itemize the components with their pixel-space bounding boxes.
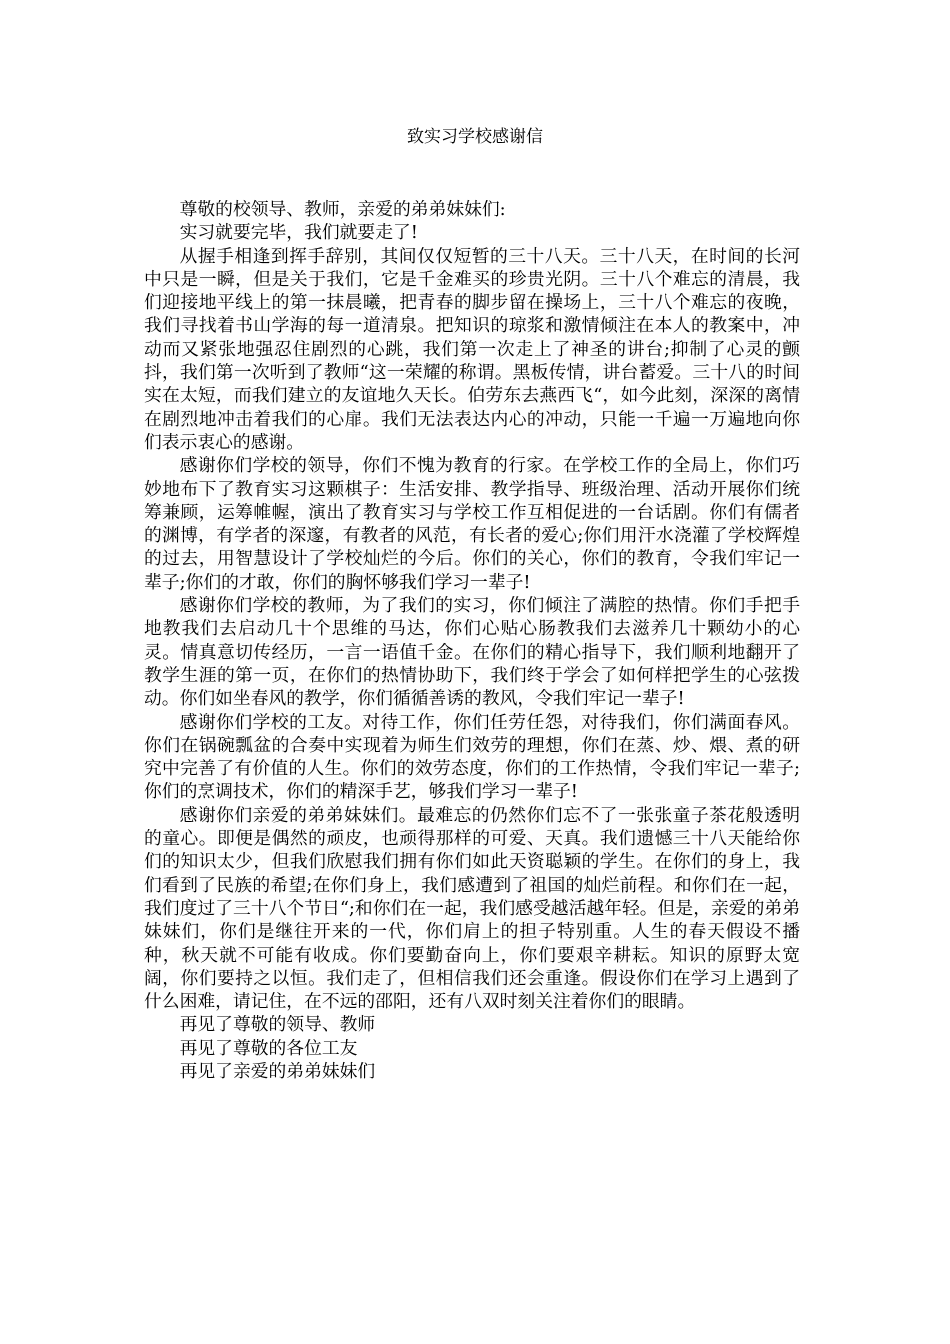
closing-line-students: 再见了亲爱的弟弟妹妹们 <box>179 1060 376 1082</box>
paragraph-thanks-leaders: 感谢你们学校的领导，你们不愧为教育的行家。在学校工作的全局上，你们巧妙地布下了教育实习这颗棋子：生活安排、教学指导、班级治理、活动开展你们统筹兼顾，运筹帷幄，演出了教育实习与学校工作互相促进的一台话剧。你们有儒者的渊博，有学者的深邃，有教者的风范，有长者的爱心;你们用汗水浇灌了学校辉煌的过去，用智慧设计了学校灿烂的今后。你们的关心，你们的教育，令我们牢记一辈子;你们的才敢，你们的胸怀够我们学习一辈子! <box>144 455 800 593</box>
closing-line-workers: 再见了尊敬的各位工友 <box>179 1037 358 1059</box>
paragraph-thanks-students: 感谢你们亲爱的弟弟妹妹们。最难忘的仍然你们忘不了一张张童子茶花般透明的童心。即便是偶然的顽皮，也顽得那样的可爱、天真。我们遗憾三十八天能给你们的知识太少，但我们欣慰我们拥有你们如此天资聪颖的学生。在你们的身上，我们看到了民族的希望;在你们身上，我们感遭到了祖国的灿烂前程。和你们在一起，我们度过了三十八个节日“;和你们在一起，我们感受越活越年轻。但是，亲爱的弟弟妹妹们，你们是继往开来的一代，你们肩上的担子特别重。人生的春天假设不播种，秋天就不可能有收成。你们要勤奋向上，你们要艰辛耕耘。知识的原野太宽阔，你们要持之以恒。我们走了，但相信我们还会重逢。假设你们在学习上遇到了什么困难，请记住，在不远的邵阳，还有八双时刻关注着你们的眼睛。 <box>144 804 800 1013</box>
closing-line-leaders: 再见了尊敬的领导、教师 <box>179 1014 376 1036</box>
paragraph-thanks-workers: 感谢你们学校的工友。对待工作，你们任劳任怨，对待我们，你们满面春风。你们在锅碗瓢盆的合奏中实现着为师生们效劳的理想，你们在蒸、炒、煨、煮的研究中完善了有价值的人生。你们的效劳态度，你们的工作热情，令我们牢记一辈子;你们的烹调技术，你们的精深手艺，够我们学习一辈子! <box>144 711 800 803</box>
salutation: 尊敬的校领导、教师，亲爱的弟弟妹妹们: <box>179 199 506 220</box>
document-title: 致实习学校感谢信 <box>407 127 543 147</box>
opening-line: 实习就要完毕，我们就要走了! <box>179 222 418 244</box>
paragraph-thanks-teachers: 感谢你们学校的教师，为了我们的实习，你们倾注了满腔的热情。你们手把手地教我们去启动几十个思维的马达，你们心贴心肠教我们去滋养几十颗幼小的心灵。情真意切传经历，一言一语值千金。在你们的精心指导下，我们顺利地翻开了教学生涯的第一页，在你们的热情协助下，我们终于学会了如何样把学生的心弦拨动。你们如坐春风的教学，你们循循善诱的教风，令我们牢记一辈子! <box>144 595 800 710</box>
letter-body <box>144 198 800 1083</box>
paragraph-farewell: 从握手相逢到挥手辞别，其间仅仅短暂的三十八天。三十八天，在时间的长河中只是一瞬，但是关于我们，它是千金难买的珍贵光阴。三十八个难忘的清晨，我们迎接地平线上的第一抹晨曦，把青春的脚步留在操场上，三十八个难忘的夜晚，我们寻找着书山学海的每一道清泉。把知识的琼浆和激情倾注在本人的教案中，冲动而又紧张地强忍住剧烈的心跳，我们第一次走上了神圣的讲台;抑制了心灵的颤抖，我们第一次听到了教师“这一荣耀的称谓。黑板传情，讲台蓄爱。三十八的时间实在太短，而我们建立的友谊地久天长。伯劳东去燕西飞“，如今此刻，深深的离情在剧烈地冲击着我们的心扉。我们无法表达内心的冲动，只能一千遍一万遍地向你们表示衷心的感谢。 <box>144 245 800 453</box>
